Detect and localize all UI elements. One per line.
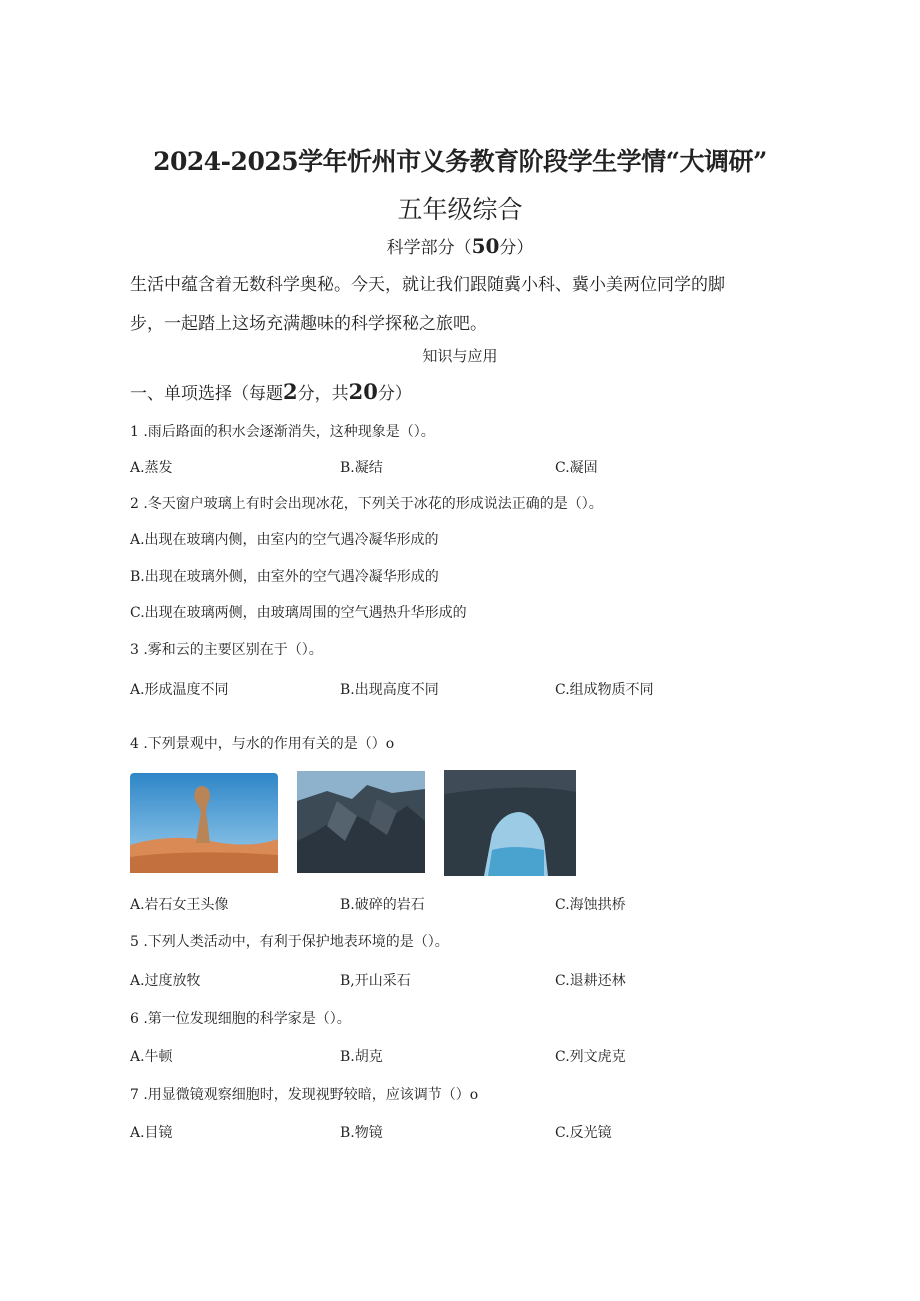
q5-option-b: B,开山采石 (340, 973, 411, 989)
q3-option-c: C.组成物质不同 (555, 682, 654, 698)
sea-arch-image (444, 770, 576, 876)
question-1: 1 .雨后路面的积水会逐渐消失，这种现象是（）。 (130, 424, 435, 440)
section-total: 20 (348, 379, 378, 404)
q5-option-a: A.过度放牧 (130, 973, 201, 989)
section-suffix: 分） (377, 384, 412, 404)
q2-option-a: A.出现在玻璃内侧，由室内的空气遇冷凝华形成的 (130, 532, 439, 548)
question-4: 4 .下列景观中，与水的作用有关的是（）o (130, 736, 395, 752)
part-suffix: 分） (499, 238, 534, 258)
part-score: 50 (471, 234, 500, 258)
section-heading: 知识与应用 (422, 347, 498, 365)
part-prefix: 科学部分（ (386, 238, 472, 258)
q3-option-b: B.出现高度不同 (340, 682, 439, 698)
q2-option-b: B.出现在玻璃外侧，由室外的空气遇冷凝华形成的 (130, 569, 439, 585)
queen-head-rock-image (130, 773, 278, 873)
section-prefix: 一、单项选择（每题 (130, 384, 283, 404)
question-6: 6 .第一位发现细胞的科学家是（）。 (130, 1011, 351, 1027)
q3-option-a: A.形成温度不同 (130, 682, 229, 698)
intro-line-1: 生活中蕴含着无数科学奥秘。今天，就让我们跟随冀小科、冀小美两位同学的脚 (130, 275, 725, 295)
intro-line-2: 步，一起踏上这场充满趣味的科学探秘之旅吧。 (130, 314, 487, 334)
question-2: 2 .冬天窗户玻璃上有时会出现冰花，下列关于冰花的形成说法正确的是（）。 (130, 496, 603, 512)
section-title (130, 379, 412, 404)
question-5: 5 .下列人类活动中，有利于保护地表环境的是（）。 (130, 934, 449, 950)
question-3: 3 .雾和云的主要区别在于（）。 (130, 642, 323, 658)
q2-option-c: C.出现在玻璃两侧，由玻璃周围的空气遇热升华形成的 (130, 605, 467, 621)
section-per: 2 (283, 379, 298, 404)
q4-option-c: C.海蚀拱桥 (555, 897, 626, 913)
q7-option-c: C.反光镜 (555, 1125, 612, 1141)
page-title: 2024-2025学年忻州市义务教育阶段学生学情“大调研” (153, 147, 767, 176)
broken-rock-image (297, 771, 425, 873)
page-subtitle: 五年级综合 (397, 195, 523, 224)
q7-option-a: A.目镜 (130, 1125, 173, 1141)
q7-option-b: B.物镜 (340, 1125, 383, 1141)
q6-option-a: A.牛顿 (130, 1049, 173, 1065)
section-mid: 分，共 (297, 384, 349, 404)
q1-option-c: C.凝固 (555, 460, 598, 476)
q6-option-c: C.列文虎克 (555, 1049, 626, 1065)
q1-option-a: A.蒸发 (130, 460, 173, 476)
question-7: 7 .用显微镜观察细胞时，发现视野较暗，应该调节（）o (130, 1087, 479, 1103)
q5-option-c: C.退耕还林 (555, 973, 626, 989)
q4-option-a: A.岩石女王头像 (130, 897, 229, 913)
part-heading (0, 233, 920, 258)
q1-option-b: B.凝结 (340, 460, 383, 476)
q4-option-b: B.破碎的岩石 (340, 897, 425, 913)
q6-option-b: B.胡克 (340, 1049, 383, 1065)
